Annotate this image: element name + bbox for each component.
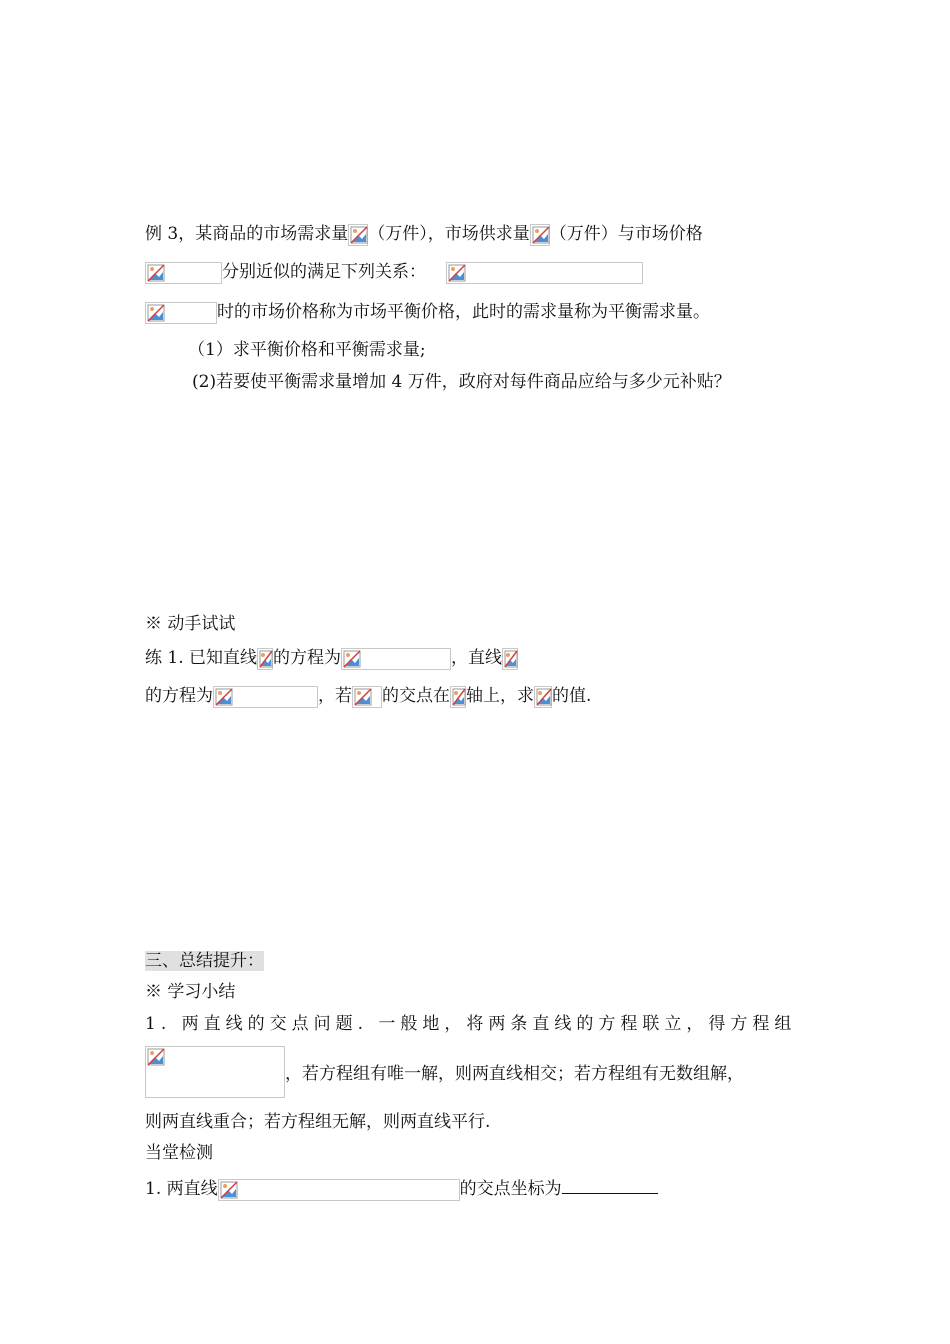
summary-subheading: ※ 学习小结 <box>145 982 236 1002</box>
answer-blank[interactable] <box>562 1175 658 1194</box>
practice-line1 <box>145 645 518 671</box>
formula-image-icon <box>530 224 550 246</box>
example3-text: （万件），市场供求量 <box>368 224 530 244</box>
practice-text: 的方程为 <box>145 686 213 706</box>
formula-image-icon <box>218 1179 460 1201</box>
example3-line3 <box>145 299 710 325</box>
equation-system-image-icon <box>145 1046 285 1098</box>
formula-image-icon <box>534 686 552 708</box>
practice-text: ，若 <box>318 686 352 706</box>
example3-line1 <box>145 221 703 247</box>
example3-text: （万件）与市场价格 <box>549 224 703 244</box>
practice-text: 的值. <box>552 686 592 706</box>
practice-text: 的交点在 <box>382 686 450 706</box>
summary-paragraph-line1: 1. 两直线的交点问题. 一般地，将两条直线的方程联立，得方程组 <box>145 1014 797 1034</box>
example3-text: 时的市场价格称为市场平衡价格，此时的需求量称为平衡需求量。 <box>217 302 710 322</box>
example3-question-1: （1）求平衡价格和平衡需求量; <box>188 340 426 360</box>
summary-heading-text: 三、总结提升： <box>145 951 264 971</box>
summary-paragraph-line2 <box>145 1046 744 1100</box>
practice-text: 练 1. 已知直线 <box>145 648 258 668</box>
formula-image-icon <box>341 648 451 670</box>
test-question-1 <box>145 1175 658 1201</box>
practice-heading: ※ 动手试试 <box>145 614 236 634</box>
formula-image-icon <box>213 686 318 708</box>
summary-text: ，若方程组有唯一解，则两直线相交；若方程组有无数组解， <box>285 1064 744 1084</box>
test-heading: 当堂检测 <box>145 1143 213 1163</box>
formula-image-icon <box>257 648 273 670</box>
practice-text: 的方程为 <box>273 648 342 668</box>
example3-text: 例 3，某商品的市场需求量 <box>145 224 349 244</box>
practice-line2 <box>145 683 591 709</box>
summary-heading <box>145 948 264 974</box>
practice-text: ，直线 <box>451 648 503 668</box>
formula-image-icon <box>145 302 217 324</box>
formula-image-icon <box>502 648 518 670</box>
example3-line2 <box>145 259 643 285</box>
example3-question-2: (2)若要使平衡需求量增加 4 万件，政府对每件商品应给与多少元补贴？ <box>192 372 731 392</box>
test-text: 1. 两直线 <box>145 1179 218 1199</box>
formula-image-icon <box>450 686 466 708</box>
formula-image-icon <box>446 262 643 284</box>
formula-image-icon <box>352 686 382 708</box>
formula-image-icon <box>348 224 368 246</box>
summary-paragraph-line3: 则两直线重合；若方程组无解，则两直线平行. <box>145 1112 491 1132</box>
practice-text: 轴上，求 <box>466 686 534 706</box>
example3-text: 分别近似的满足下列关系： <box>222 262 426 282</box>
formula-image-icon <box>145 262 222 284</box>
test-text: 的交点坐标为 <box>459 1179 562 1199</box>
